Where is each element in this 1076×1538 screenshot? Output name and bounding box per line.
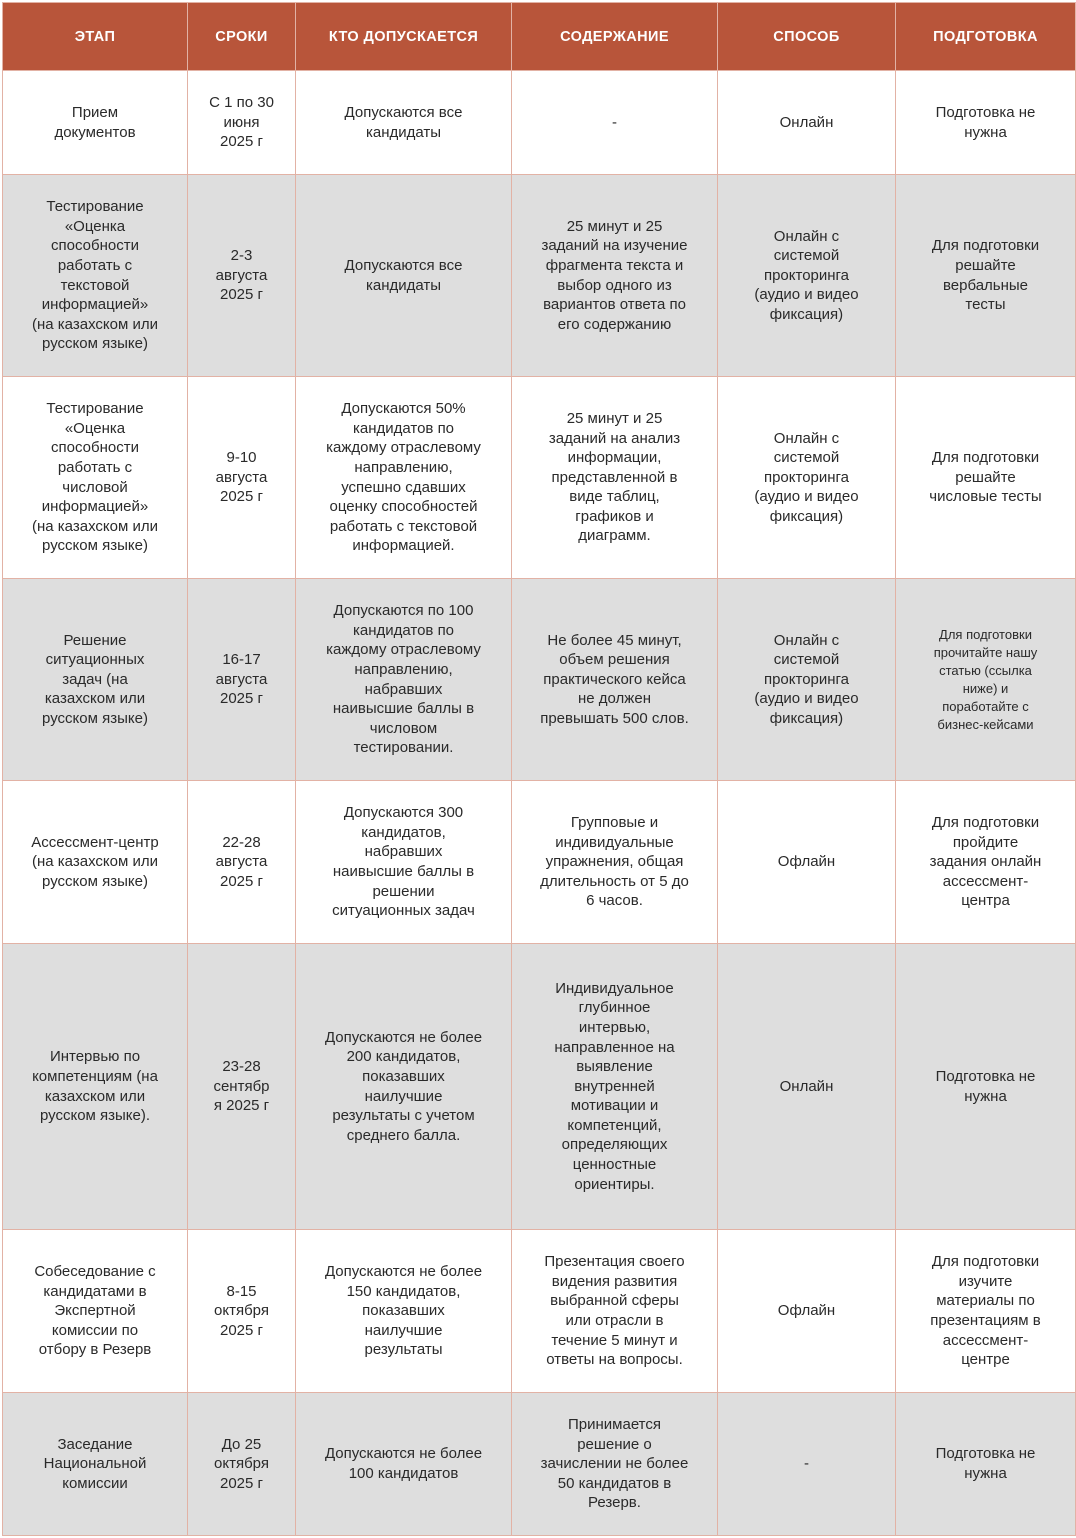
content-cell: 25 минут и 25 заданий на изучение фрагмента текста и выбор одного из вариантов ответа по его содержанию xyxy=(512,175,718,377)
prep-cell: Для подготовки прочитайте нашу статью (ссылка ниже) и поработайте с бизнес-кейсами xyxy=(896,579,1076,781)
stage-cell: Ассессмент-центр (на казахском или русском языке) xyxy=(3,781,188,944)
method-cell: Онлайн с системой прокторинга (аудио и видео фиксация) xyxy=(718,175,896,377)
dates-cell: До 25 октября 2025 г xyxy=(188,1393,296,1536)
method-cell: Онлайн xyxy=(718,944,896,1230)
content-cell: Презентация своего видения развития выбранной сферы или отрасли в течение 5 минут и ответы на вопросы. xyxy=(512,1230,718,1393)
method-cell: Онлайн с системой прокторинга (аудио и видео фиксация) xyxy=(718,579,896,781)
method-cell: Онлайн xyxy=(718,71,896,175)
prep-cell: Подготовка не нужна xyxy=(896,1393,1076,1536)
who-cell: Допускаются все кандидаты xyxy=(296,71,512,175)
table-row xyxy=(3,1393,1076,1536)
header-method: СПОСОБ xyxy=(718,3,896,71)
content-cell: - xyxy=(512,71,718,175)
table-row xyxy=(3,377,1076,579)
who-cell: Допускаются не более 100 кандидатов xyxy=(296,1393,512,1536)
stage-cell: Тестирование «Оценка способности работать с числовой информацией» (на казахском или русском языке) xyxy=(3,377,188,579)
table-row xyxy=(3,71,1076,175)
stage-cell: Собеседование с кандидатами в Экспертной комиссии по отбору в Резерв xyxy=(3,1230,188,1393)
who-cell: Допускаются все кандидаты xyxy=(296,175,512,377)
table-row xyxy=(3,944,1076,1230)
method-cell: Онлайн с системой прокторинга (аудио и видео фиксация) xyxy=(718,377,896,579)
stage-cell: Решение ситуационных задач (на казахском или русском языке) xyxy=(3,579,188,781)
dates-cell: 16-17 августа 2025 г xyxy=(188,579,296,781)
header-row xyxy=(3,3,1076,71)
header-who-admitted: КТО ДОПУСКАЕТСЯ xyxy=(296,3,512,71)
who-cell: Допускаются 300 кандидатов, набравших наивысшие баллы в решении ситуационных задач xyxy=(296,781,512,944)
content-cell: Принимается решение о зачислении не более 50 кандидатов в Резерв. xyxy=(512,1393,718,1536)
content-cell: Индивидуальное глубинное интервью, направленное на выявление внутренней мотивации и компетенций, определяющих ценностные ориентиры. xyxy=(512,944,718,1230)
table-body xyxy=(3,71,1076,1536)
dates-cell: 9-10 августа 2025 г xyxy=(188,377,296,579)
dates-cell: 22-28 августа 2025 г xyxy=(188,781,296,944)
selection-stages-table-wrapper xyxy=(2,2,1076,1536)
prep-cell: Для подготовки изучите материалы по презентациям в ассессмент- центре xyxy=(896,1230,1076,1393)
header-preparation: ПОДГОТОВКА xyxy=(896,3,1076,71)
selection-stages-table xyxy=(2,2,1076,1536)
stage-cell: Тестирование «Оценка способности работать с текстовой информацией» (на казахском или русском языке) xyxy=(3,175,188,377)
content-cell: Групповые и индивидуальные упражнения, общая длительность от 5 до 6 часов. xyxy=(512,781,718,944)
prep-cell: Для подготовки решайте вербальные тесты xyxy=(896,175,1076,377)
prep-cell: Подготовка не нужна xyxy=(896,71,1076,175)
prep-cell: Для подготовки решайте числовые тесты xyxy=(896,377,1076,579)
dates-cell: С 1 по 30 июня 2025 г xyxy=(188,71,296,175)
prep-cell: Для подготовки пройдите задания онлайн ассессмент- центра xyxy=(896,781,1076,944)
who-cell: Допускаются не более 200 кандидатов, показавших наилучшие результаты с учетом среднего балла. xyxy=(296,944,512,1230)
stage-cell: Прием документов xyxy=(3,71,188,175)
content-cell: Не более 45 минут, объем решения практического кейса не должен превышать 500 слов. xyxy=(512,579,718,781)
content-cell: 25 минут и 25 заданий на анализ информации, представленной в виде таблиц, графиков и диаграмм. xyxy=(512,377,718,579)
stage-cell: Заседание Национальной комиссии xyxy=(3,1393,188,1536)
dates-cell: 2-3 августа 2025 г xyxy=(188,175,296,377)
method-cell: - xyxy=(718,1393,896,1536)
who-cell: Допускаются не более 150 кандидатов, показавших наилучшие результаты xyxy=(296,1230,512,1393)
header-content: СОДЕРЖАНИЕ xyxy=(512,3,718,71)
dates-cell: 23-28 сентябр я 2025 г xyxy=(188,944,296,1230)
stage-cell: Интервью по компетенциям (на казахском или русском языке). xyxy=(3,944,188,1230)
dates-cell: 8-15 октября 2025 г xyxy=(188,1230,296,1393)
prep-cell: Подготовка не нужна xyxy=(896,944,1076,1230)
table-row xyxy=(3,781,1076,944)
who-cell: Допускаются по 100 кандидатов по каждому отраслевому направлению, набравших наивысшие баллы в числовом тестировании. xyxy=(296,579,512,781)
method-cell: Офлайн xyxy=(718,1230,896,1393)
table-row xyxy=(3,1230,1076,1393)
table-row xyxy=(3,175,1076,377)
header-dates: СРОКИ xyxy=(188,3,296,71)
header-stage: ЭТАП xyxy=(3,3,188,71)
table-header xyxy=(3,3,1076,71)
who-cell: Допускаются 50% кандидатов по каждому отраслевому направлению, успешно сдавших оценку способностей работать с текстовой информацией. xyxy=(296,377,512,579)
method-cell: Офлайн xyxy=(718,781,896,944)
table-row xyxy=(3,579,1076,781)
